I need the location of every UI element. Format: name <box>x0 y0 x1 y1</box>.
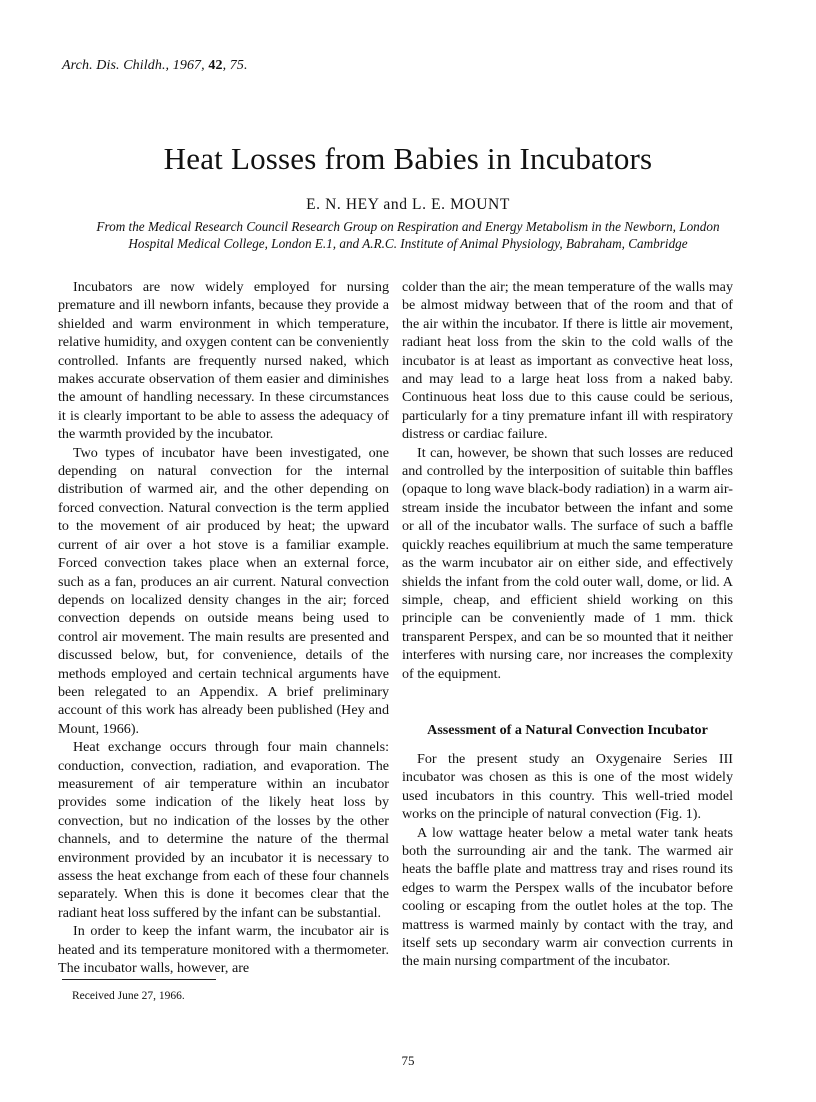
article-title: Heat Losses from Babies in Incubators <box>163 141 653 176</box>
left-column <box>58 278 389 977</box>
body-paragraph: In order to keep the infant warm, the incubator air is heated and its temperature monitored with a thermometer. The incubator walls, however, are <box>58 923 389 977</box>
body-paragraph: It can, however, be shown that such losses are reduced and controlled by the interposition of suitable thin baffles (opaque to long wave black-body radiation) in a warm air-stream inside the incubator between the infant and some or all of the incubator walls. The surface of such a baffle quickly reaches equilibrium at much the same temperature as the warm incubator air on either side, and effectively shields the infant from the cold outer wall, dome, or lid. A simple, cheap, and efficient shield working on this principle can be conveniently made of 1 mm. thick transparent Perspex, and can be so mounted that it neither interferes with nursing care, nor increases the complexity of the equipment. <box>402 444 733 682</box>
citation-suffix: , 75. <box>222 58 248 73</box>
citation-prefix: Arch. Dis. Childh., 1967, <box>62 58 209 73</box>
body-paragraph: A low wattage heater below a metal water tank heats both the surrounding air and the tank. The warmed air heats the baffle plate and mattress tray and rises round its edges to warm the Perspex walls of the incubator before cooling or escaping from the outlet holes at the top. The mattress is warmed mainly by contact with the tray, and itself sets up secondary warm air convection currents in the main nursing compartment of the incubator. <box>402 824 733 970</box>
body-paragraph: For the present study an Oxygenaire Series III incubator was chosen as this is one of the most widely used incubators in this country. This well-tried model works on the principle of natural convection (Fig. 1). <box>402 750 733 823</box>
body-paragraph: Two types of incubator have been investigated, one depending on natural convection for the internal distribution of warmed air, and the other depending on forced convection. Natural convection is the term applied to the movement of air produced by heat; the upward current of air over a hot stove is a familiar example. Forced convection takes place when an external force, such as a fan, produces an air current. Natural convection depends on localized density changes in the air; forced convection depends on outside means being used to control air movement. The main results are presented and discussed below, but, for convenience, details of the methods employed and certain technical arguments have been relegated to an Appendix. A brief preliminary account of this work has already been published (Hey and Mount, 1966). <box>58 444 389 737</box>
body-paragraph: Incubators are now widely employed for nursing premature and ill newborn infants, because they provide a shielded and warm environment in which temperature, relative humidity, and oxygen content can be conveniently controlled. Infants are frequently nursed naked, which makes accurate observation of them easier and diminishes the amount of handling necessary. In these circumstances it is clearly important to be able to assess the adequacy of the warmth provided by the incubator. <box>58 279 389 443</box>
page-number: 75 <box>401 1053 415 1068</box>
body-paragraph-continued: colder than the air; the mean temperature of the walls may be almost midway between that of the room and that of the air within the incubator. If there is little air movement, radiant heat loss from the skin to the cold walls of the incubator is at least as important as convective heat loss, and may lead to a large heat loss from a naked baby. Continuous heat loss due to this cause could be serious, particularly for a tiny premature infant ill with respiratory distress or cardiac failure. <box>402 279 733 443</box>
citation-volume: 42 <box>208 58 223 73</box>
right-column <box>402 278 733 971</box>
author-affiliation: From the Medical Research Council Research Group on Respiration and Energy Metabolism in the Newborn, London Hospital Medical College, London E.1, and A.R.C. Institute of Animal Physiology, Babraham, Cambridge <box>96 219 720 251</box>
body-paragraph: Heat exchange occurs through four main channels: conduction, convection, radiation, and evaporation. The measurement of air temperature within an incubator provides some indication of the likely heat loss by convection, but no indication of the losses by the other channels, and to determine the nature of the thermal environment provided by an incubator it is necessary to assess the heat exchange from each of these four channels separately. When this is done it becomes clear that the radiant heat loss suffered by the infant can be substantial. <box>58 739 389 921</box>
received-date-footnote: Received June 27, 1966. <box>72 990 185 1002</box>
footnote-divider <box>62 979 216 980</box>
article-authors: E. N. HEY and L. E. MOUNT <box>306 196 510 213</box>
section-heading: Assessment of a Natural Convection Incubator <box>427 721 708 738</box>
journal-citation <box>62 58 248 74</box>
